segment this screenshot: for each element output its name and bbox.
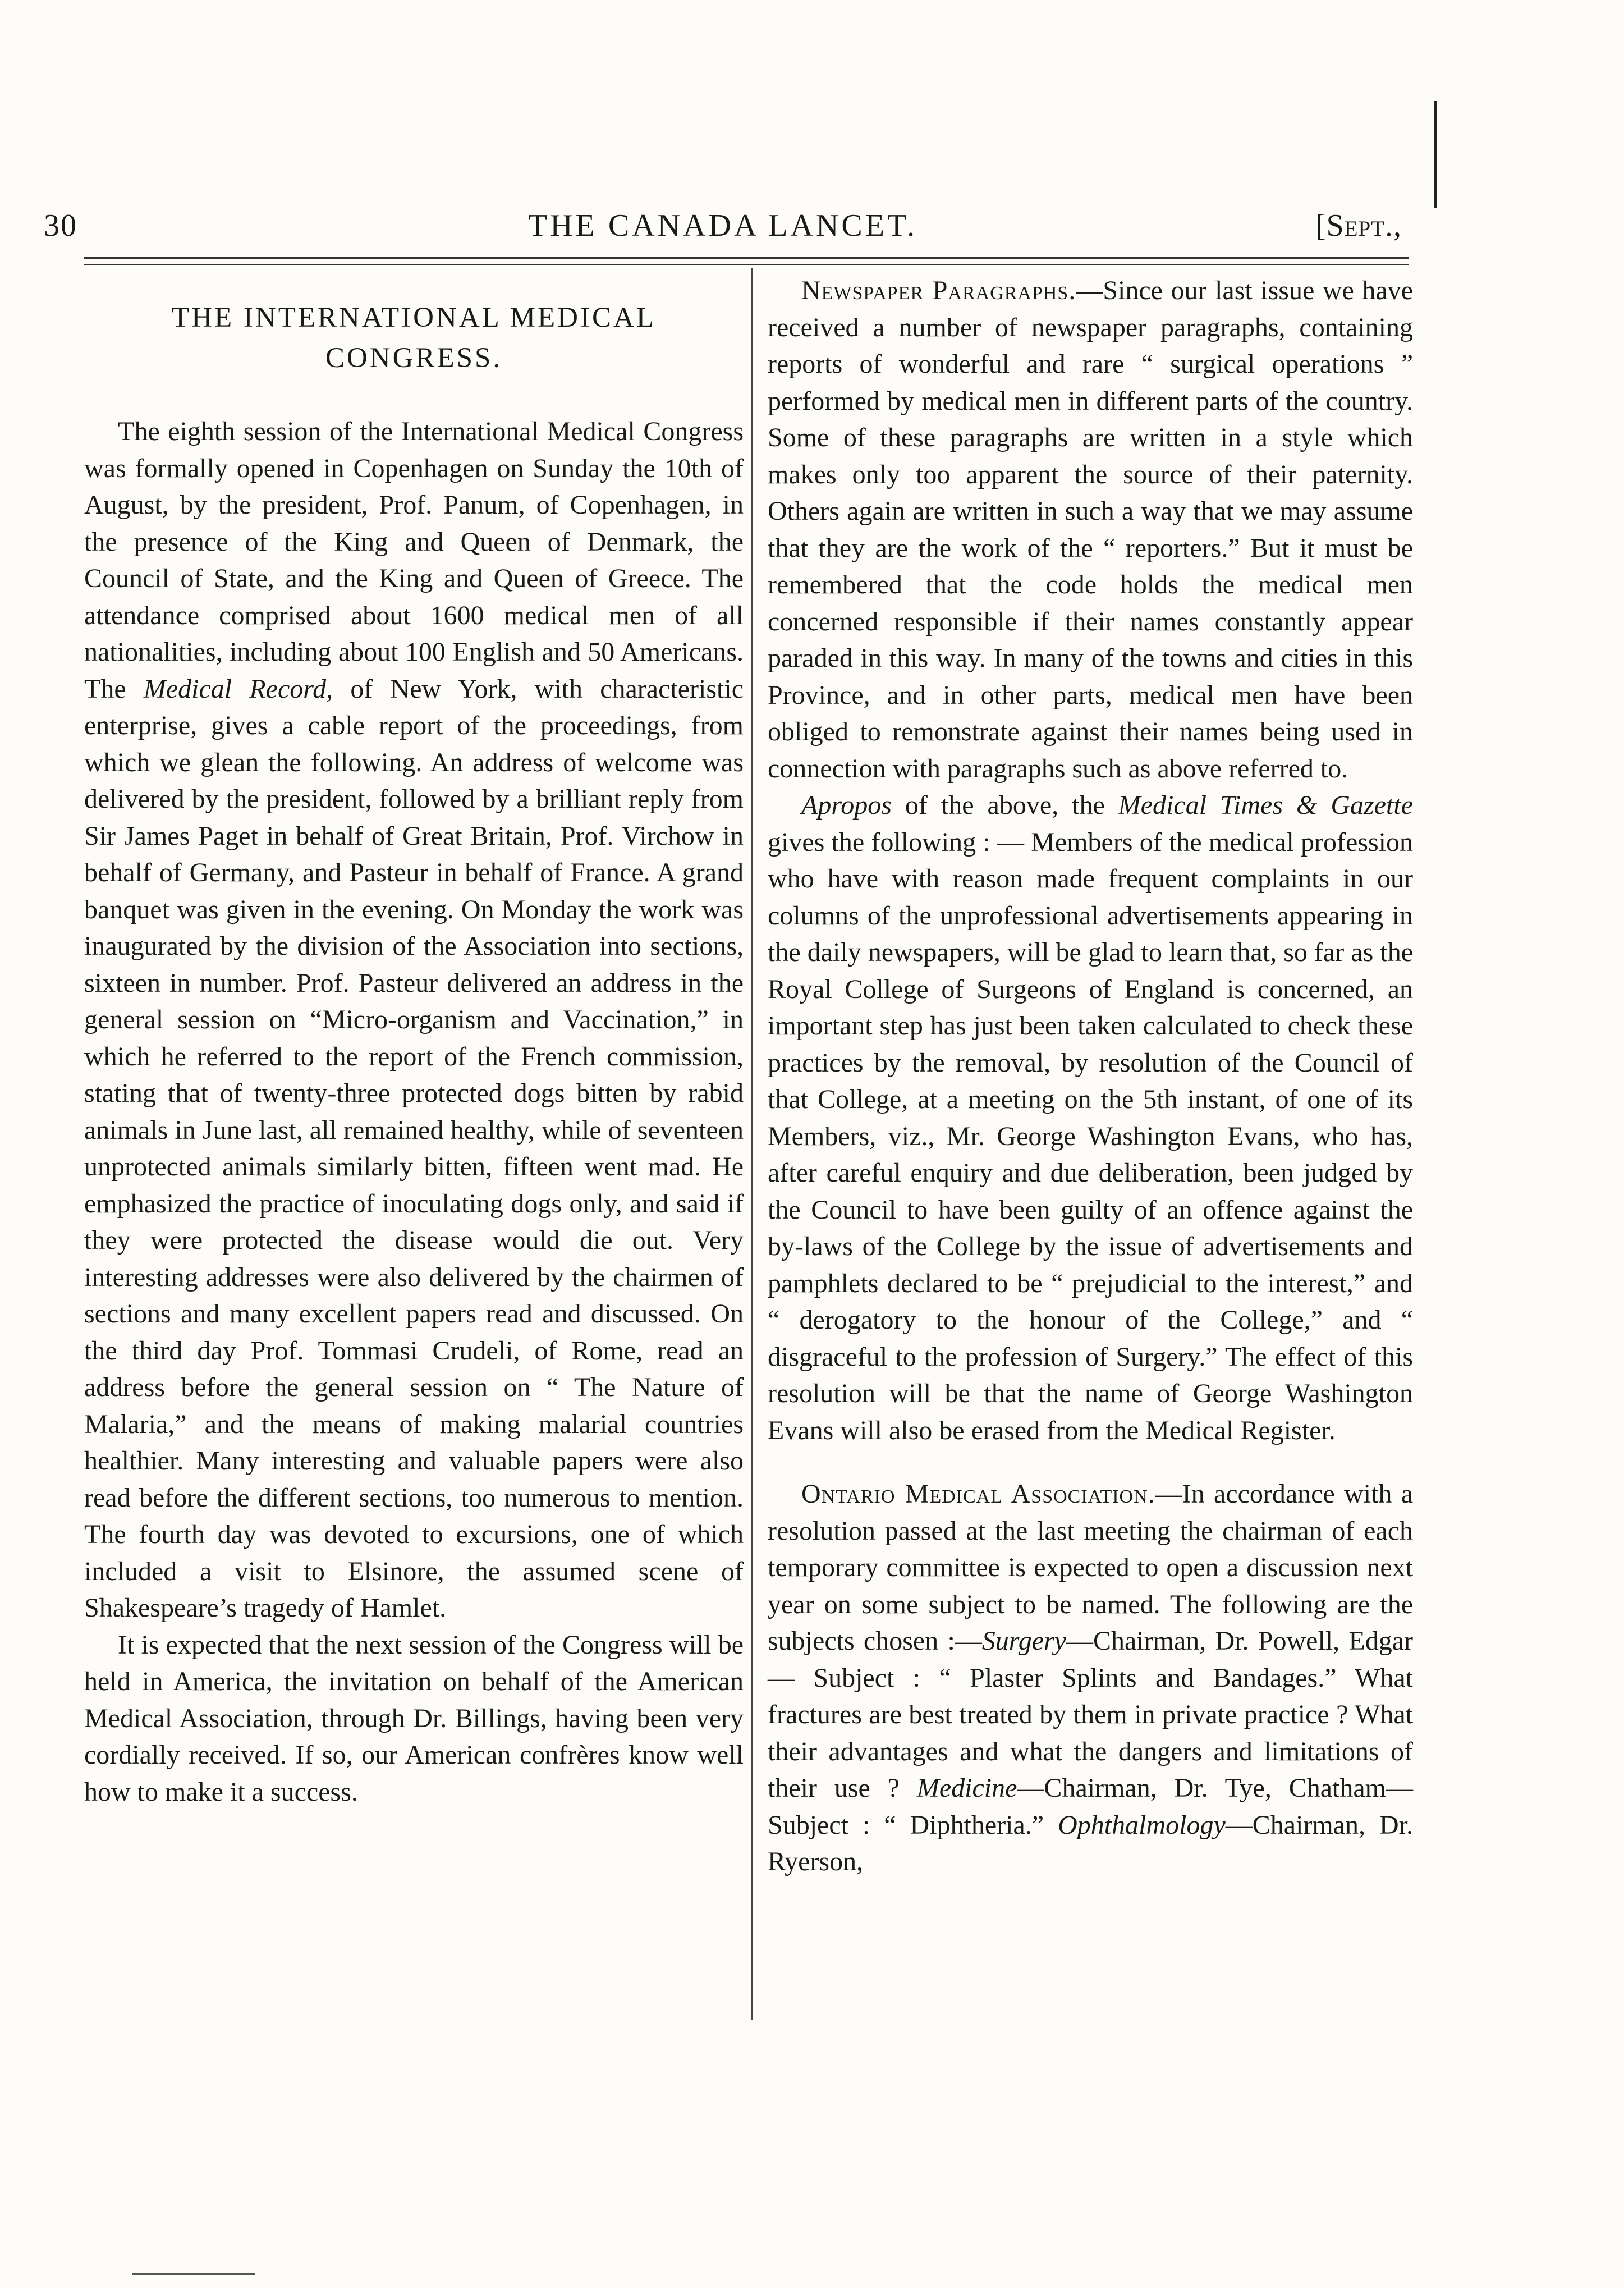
publication-name: Medical Record xyxy=(143,674,327,704)
paragraph-text: —Chairman, Dr. Ryerson, xyxy=(768,1810,1414,1876)
subject-name: Surgery xyxy=(981,1626,1066,1656)
column-divider xyxy=(751,268,753,2020)
article-paragraph xyxy=(84,413,744,1627)
subject-name: Medicine xyxy=(916,1773,1017,1803)
issue-date: [Sept., xyxy=(1315,208,1402,243)
running-header xyxy=(44,208,1402,253)
section-heading: Ontario Medical Association. xyxy=(801,1479,1155,1509)
paragraph-text: —Chairman, Dr. Powell, Edgar— Subject : “ Plaster Splints and Bandages.” What fractures are best treated by them in private practice ? What their advantages and what the dangers and limitations of their use ? xyxy=(768,1626,1413,1803)
paragraph-text: —Since our last issue we have received a number of newspaper paragraphs, containing reports of wonderful and rare “ surgical operations ” performed by medical men in different parts of the country. Some of these paragraphs are written in a style which makes only too apparent the source of their paternity. Others again are written in such a way that we may assume that they are the work of the “ reporters.” But it must be remembered that the code holds the medical men concerned responsible if their names constantly appear paraded in this way. In many of the towns and cities in this Province, and in other parts, medical men have been obliged to remonstrate against their names being used in connection with paragraphs such as above referred to. xyxy=(768,276,1413,784)
header-rule-top xyxy=(84,257,1409,259)
apropos-paragraph xyxy=(768,787,1413,1449)
paragraph-text: gives the following : — Members of the medical profession who have with reason made frequent complaints in our columns of the unprofessional advertisements appearing in the daily newspapers, will be glad to learn that, so far as the Royal College of Surgeons of England is concerned, an important step has just been taken calculated to check these practices by the removal, by resolution of the Council of that College, at a meeting on the 5th instant, of one of its Members, viz., Mr. George Washington Evans, who has, after careful enquiry and due deliberation, been judged by the Council to have been guilty of an offence against the by-laws of the College by the issue of advertisements and pamphlets declared to be “ prejudicial to the interest,” and “ derogatory to the honour of the College,” and “ disgraceful to the profession of Surgery.” The effect of this resolution will be that the name of George Washington Evans will also be erased from the Medical Register. xyxy=(768,827,1413,1445)
section-heading: Newspaper Paragraphs. xyxy=(801,276,1076,305)
subject-name: Ophthalmology xyxy=(1058,1810,1226,1840)
publication-name: Medical Times & Gazette xyxy=(1118,790,1414,820)
article-paragraph: It is expected that the next session of the Congress will be held in America, the invitation on behalf of the American Medical Association, through Dr. Billings, having been very cordially received. If so, our American confrères know well how to make it a success. xyxy=(84,1629,744,1807)
paragraph-text: —Chairman, Dr. Tye, Chatham—Subject : “ Diphtheria.” xyxy=(768,1773,1413,1840)
footer-mark xyxy=(132,2273,255,2275)
article-title: THE INTERNATIONAL MEDICAL CONGRESS. xyxy=(172,302,656,374)
right-column xyxy=(768,272,1413,1880)
paragraph-text: —In accordance with a resolution passed at the last meeting the chairman of each temporary committee is expected to open a discussion next year on some subject to be named. The following are the subjects chosen :— xyxy=(768,1479,1413,1656)
paragraph-text: , of New York, with characteristic enterprise, gives a cable report of the proceedings, from which we glean the following. An address of welcome was delivered by the president, followed by a brilliant reply from Sir James Paget in behalf of Great Britain, Prof. Virchow in behalf of Germany, and Pasteur in behalf of France. A grand banquet was given in the evening. On Monday the work was inaugurated by the division of the Association into sections, sixteen in number. Prof. Pasteur delivered an address in the general session on “Micro-organism and Vaccination,” in which he referred to the report of the French commission, stating that of twenty-three protected dogs bitten by rabid animals in June last, all remained healthy, while of seventeen unprotected animals similarly bitten, fifteen went mad. He emphasized the practice of inoculating dogs only, and said if they were protected the disease would die out. Very interesting addresses were also delivered by the chairmen of sections and many excellent papers read and discussed. On the third day Prof. Tommasi Crudeli, of Rome, read an address before the general session on “ The Nature of Malaria,” and the means of making malarial countries healthier. Many interesting and valuable papers were also read before the different sections, too numerous to mention. The fourth day was devoted to excursions, one of which included a visit to Elsinore, the assumed scene of Shakespeare’s tragedy of Hamlet. xyxy=(84,674,744,1623)
italic-term: Apropos xyxy=(801,790,892,820)
scan-edge-mark xyxy=(1434,101,1437,208)
paragraph-text: of the above, the xyxy=(891,790,1118,820)
page-number: 30 xyxy=(44,208,77,243)
paragraph-text: The eighth session of the International Medical Congress was formally opened in Copenhagen on Sunday the 10th of August, by the president, Prof. Panum, of Copenhagen, in the presence of the King and Queen of Denmark, the Council of State, and the King and Queen of Greece. The attendance comprised about 1600 medical men of all nationalities, including about 100 English and 50 Americans. The xyxy=(84,416,744,704)
journal-title: THE CANADA LANCET. xyxy=(527,208,918,243)
ontario-association-section xyxy=(768,1476,1413,1880)
left-column xyxy=(84,272,744,1810)
newspaper-paragraphs-section xyxy=(768,272,1413,787)
header-rule-bottom xyxy=(84,264,1409,265)
